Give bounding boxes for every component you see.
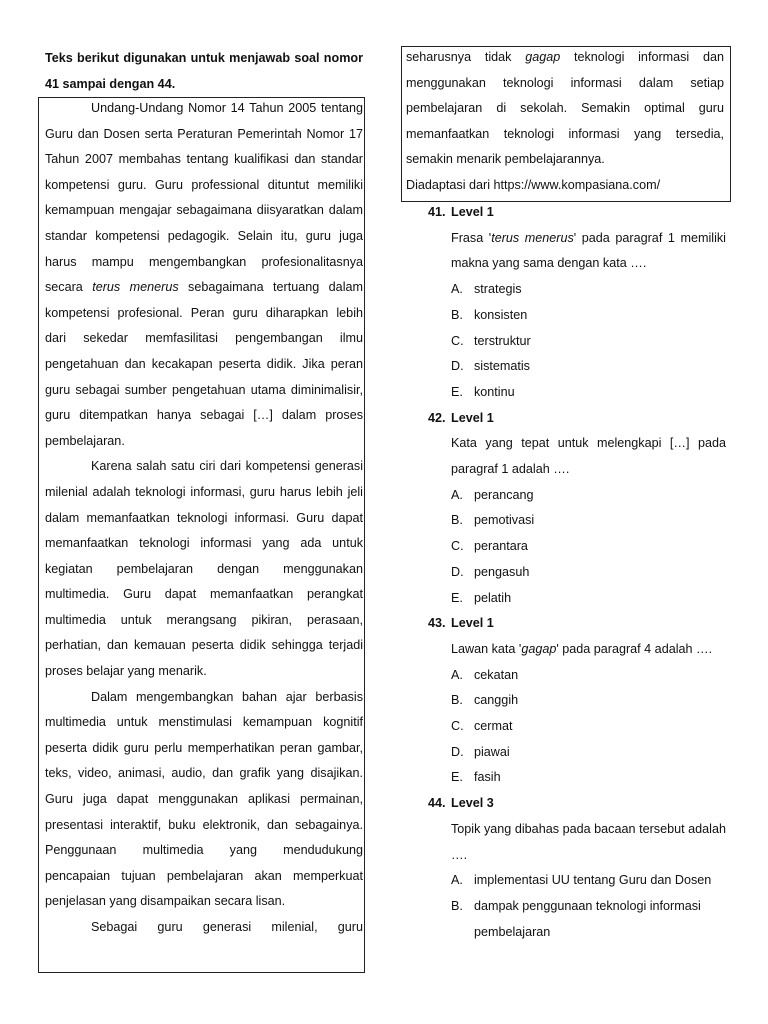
option-b[interactable]: B. dampak penggunaan teknologi informasi pembelajaran xyxy=(451,898,701,939)
option-c[interactable]: C. perantara xyxy=(451,539,528,554)
option-b[interactable]: B. canggih xyxy=(451,693,519,708)
question-text: Topik yang dibahas pada bacaan tersebut adalah …. xyxy=(451,821,726,862)
source-citation: Diadaptasi dari https://www.kompasiana.com/ xyxy=(406,177,661,192)
instruction-heading: Teks berikut digunakan untuk menjawab soal nomor 41 sampai dengan 44. xyxy=(45,51,363,91)
option-c[interactable]: C. terstruktur xyxy=(451,333,531,348)
option-a[interactable]: A. perancang xyxy=(451,487,534,502)
italic-word: gagap xyxy=(525,50,561,64)
question-43 xyxy=(428,611,726,791)
passage-continuation xyxy=(406,45,724,199)
option-c[interactable]: C. cermat xyxy=(451,719,513,734)
question-list xyxy=(428,200,726,945)
option-e[interactable]: E. fasih xyxy=(451,770,501,785)
question-header: 44. Level 3 xyxy=(428,796,494,811)
reading-passage xyxy=(45,96,363,941)
option-a[interactable]: A. implementasi UU tentang Guru dan Dosen xyxy=(451,873,712,888)
option-a[interactable]: A. strategis xyxy=(451,282,522,297)
question-42 xyxy=(428,406,726,612)
option-e[interactable]: E. kontinu xyxy=(451,384,515,399)
option-b[interactable]: B. pemotivasi xyxy=(451,513,535,528)
question-44 xyxy=(428,791,726,945)
paragraph-1: Undang-Undang Nomor 14 Tahun 2005 tentang Guru dan Dosen serta Peraturan Pemerintah Nomor 17 Tahun 2007 membahas tentang kualifikasi dan standar kompetensi guru. Guru professional dituntut memiliki kemampuan mengajar sebagaimana diisyaratkan dalam standar kompetensi pedagogik. Selain itu, guru juga harus mampu mengembangkan profesionalitasnya secara terus menerus sebagaimana tertuang dalam kompetensi profesional. Peran guru diharapkan lebih dari sekedar memfasilitasi pengembangan ilmu pengetahuan dan kecakapan peserta didik. Jika peran guru sebagai sumber pengetahuan utama diminimalisir, guru ditempatkan hanya sebagai […] dalam proses pembelajaran. xyxy=(45,101,363,448)
question-text: Kata yang tepat untuk melengkapi […] pada paragraf 1 adalah …. xyxy=(451,436,726,477)
question-header: 41. Level 1 xyxy=(428,205,494,219)
question-header: 42. Level 1 xyxy=(428,410,494,425)
question-header: 43. Level 1 xyxy=(428,616,494,631)
option-e[interactable]: E. pelatih xyxy=(451,590,512,605)
question-text: Lawan kata 'gagap' pada paragraf 4 adalah …. xyxy=(451,641,713,656)
paragraph-2: Karena salah satu ciri dari kompetensi generasi milenial adalah teknologi informasi, guru harus lebih jeli dalam memanfaatkan teknologi informasi. Guru dapat memanfaatkan teknologi informasi yang ada untuk kegiatan pembelajaran dengan menggunakan multimedia. Guru dapat memanfaatkan perangkat multimedia untuk merangsang pikiran, perasaan, perhatian, dan kemauan peserta didik sehingga terjadi proses belajar yang menarik. xyxy=(45,459,363,679)
paragraph-4-start: Sebagai guru generasi milenial, guru xyxy=(91,920,363,934)
paragraph-3: Dalam mengembangkan bahan ajar berbasis multimedia untuk menstimulasi kemampuan kognitif peserta didik guru perlu memperhatikan peran gambar, teks, video, animasi, audio, dan grafik yang disajikan. Guru juga dapat menggunakan aplikasi permainan, presentasi interaktif, buku elektronik, dan sebagainya. Penggunaan multimedia yang mendudukung pencapaian tujuan pembelajaran akan memperkuat penjelasan yang disampaikan secara lisan. xyxy=(45,689,363,909)
option-d[interactable]: D. pengasuh xyxy=(451,564,530,579)
option-d[interactable]: D. sistematis xyxy=(451,359,530,374)
italic-phrase: terus menerus xyxy=(92,280,179,295)
option-d[interactable]: D. piawai xyxy=(451,744,510,759)
option-a[interactable]: A. cekatan xyxy=(451,667,519,682)
question-text: Frasa 'terus menerus' pada paragraf 1 memiliki makna yang sama dengan kata …. xyxy=(451,230,726,271)
question-41 xyxy=(428,200,726,406)
paragraph-4-end: seharusnya tidak gagap teknologi informasi dan menggunakan teknologi informasi dalam setiap pembelajaran di sekolah. Semakin optimal guru memanfaatkan teknologi informasi yang tersedia, semakin menarik pembelajarannya. xyxy=(406,50,724,167)
option-b[interactable]: B. konsisten xyxy=(451,307,528,322)
